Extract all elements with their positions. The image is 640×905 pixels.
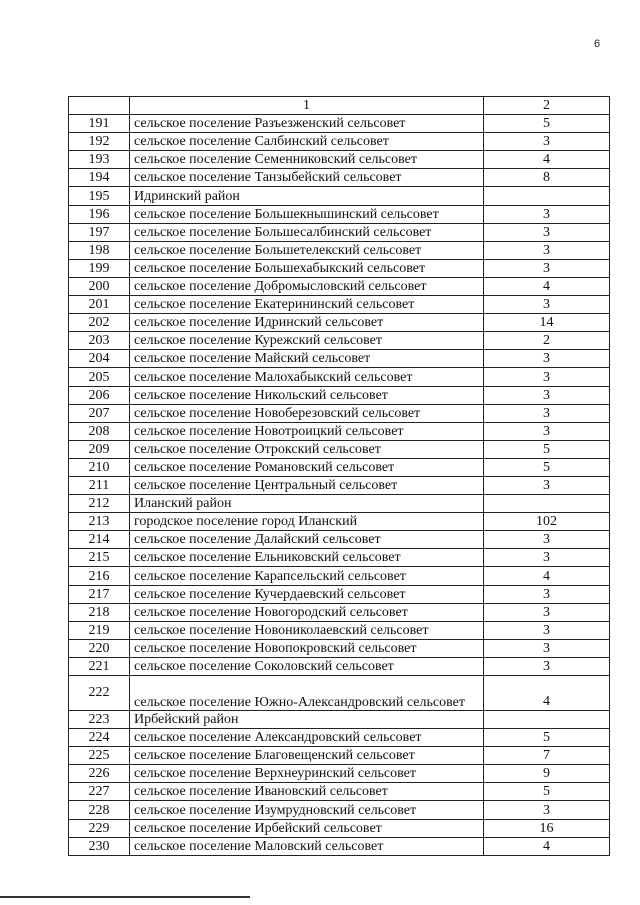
table-row: [69, 819, 610, 837]
row-number-cell: 207: [69, 404, 130, 422]
value-cell: 4: [484, 837, 610, 855]
table-row: [69, 476, 610, 494]
settlements-table: [68, 96, 610, 856]
settlement-name-cell: сельское поселение Майский сельсовет: [130, 350, 484, 368]
settlement-name-cell: сельское поселение Отрокский сельсовет: [130, 440, 484, 458]
settlement-name-cell: сельское поселение Новопокровский сельсовет: [130, 639, 484, 657]
row-number-cell: 211: [69, 476, 130, 494]
value-cell: 5: [484, 783, 610, 801]
row-number-cell: 225: [69, 747, 130, 765]
value-cell: 3: [484, 223, 610, 241]
settlement-name-cell: сельское поселение Изумрудновский сельсовет: [130, 801, 484, 819]
row-number-cell: 205: [69, 368, 130, 386]
row-number-cell: 212: [69, 495, 130, 513]
row-number-cell: 228: [69, 801, 130, 819]
settlement-name-cell: сельское поселение Новоберезовский сельсовет: [130, 404, 484, 422]
table-row: [69, 296, 610, 314]
table-row: [69, 169, 610, 187]
table-row: [69, 639, 610, 657]
row-number-cell: 195: [69, 187, 130, 205]
value-cell: 4: [484, 567, 610, 585]
table-row: [69, 729, 610, 747]
row-number-cell: 198: [69, 241, 130, 259]
value-cell: 14: [484, 314, 610, 332]
settlement-name-cell: сельское поселение Карапсельский сельсовет: [130, 567, 484, 585]
row-number-cell: 223: [69, 711, 130, 729]
row-number-cell: 216: [69, 567, 130, 585]
table-header-row: [69, 97, 610, 115]
row-number-cell: 192: [69, 133, 130, 151]
row-number-cell: 210: [69, 458, 130, 476]
settlement-name-cell: Ирбейский район: [130, 711, 484, 729]
table-row: [69, 133, 610, 151]
table-row: [69, 332, 610, 350]
settlement-name-cell: сельское поселение Благовещенский сельсовет: [130, 747, 484, 765]
row-number-cell: 199: [69, 259, 130, 277]
settlement-name-cell: сельское поселение Большехабыкский сельсовет: [130, 259, 484, 277]
table-row: [69, 621, 610, 639]
settlement-name-cell: сельское поселение Центральный сельсовет: [130, 476, 484, 494]
value-cell: 5: [484, 440, 610, 458]
settlement-name-cell: сельское поселение Александровский сельсовет: [130, 729, 484, 747]
table-row: [69, 495, 610, 513]
row-number-cell: 224: [69, 729, 130, 747]
table-row: [69, 368, 610, 386]
settlement-name-cell: сельское поселение Никольский сельсовет: [130, 386, 484, 404]
row-number-cell: 202: [69, 314, 130, 332]
value-cell: 2: [484, 332, 610, 350]
row-number-cell: 215: [69, 549, 130, 567]
value-cell: 7: [484, 747, 610, 765]
settlement-name-cell: сельское поселение Большесалбинский сельсовет: [130, 223, 484, 241]
settlement-name-cell: сельское поселение Семенниковский сельсовет: [130, 151, 484, 169]
page-number: 6: [594, 38, 601, 50]
value-cell: 3: [484, 531, 610, 549]
value-cell: 3: [484, 205, 610, 223]
value-cell: [484, 187, 610, 205]
settlement-name-cell: сельское поселение Соколовский сельсовет: [130, 657, 484, 675]
table-row: [69, 603, 610, 621]
table-row: [69, 711, 610, 729]
value-cell: 4: [484, 277, 610, 295]
settlement-name-cell: сельское поселение Курежский сельсовет: [130, 332, 484, 350]
value-cell: 5: [484, 729, 610, 747]
value-cell: 16: [484, 819, 610, 837]
value-cell: 9: [484, 765, 610, 783]
value-cell: 102: [484, 513, 610, 531]
row-number-cell: 219: [69, 621, 130, 639]
table-body: [69, 97, 610, 856]
settlement-name-cell: сельское поселение Далайский сельсовет: [130, 531, 484, 549]
value-cell: 4: [484, 151, 610, 169]
value-cell: 3: [484, 639, 610, 657]
table-row: [69, 837, 610, 855]
value-cell: 3: [484, 386, 610, 404]
value-cell: 8: [484, 169, 610, 187]
row-number-cell: 230: [69, 837, 130, 855]
table-row: [69, 657, 610, 675]
table-row: [69, 350, 610, 368]
settlement-name-cell: сельское поселение Разъезженский сельсовет: [130, 115, 484, 133]
settlement-name-cell: сельское поселение Екатерининский сельсовет: [130, 296, 484, 314]
value-cell: 4: [484, 676, 610, 711]
value-cell: 3: [484, 657, 610, 675]
value-cell: 5: [484, 458, 610, 476]
table-row: [69, 549, 610, 567]
value-cell: 3: [484, 368, 610, 386]
settlement-name-cell: Идринский район: [130, 187, 484, 205]
row-number-cell: 201: [69, 296, 130, 314]
settlement-name-cell: сельское поселение Маловский сельсовет: [130, 837, 484, 855]
value-cell: 3: [484, 585, 610, 603]
settlement-name-cell: сельское поселение Романовский сельсовет: [130, 458, 484, 476]
settlement-name-cell: сельское поселение Новониколаевский сельсовет: [130, 621, 484, 639]
row-number-cell: 218: [69, 603, 130, 621]
table-row: [69, 531, 610, 549]
table-row: [69, 422, 610, 440]
value-cell: 3: [484, 404, 610, 422]
row-number-cell: 193: [69, 151, 130, 169]
table-row: [69, 205, 610, 223]
table-row: [69, 747, 610, 765]
row-number-cell: 191: [69, 115, 130, 133]
table-row: [69, 676, 610, 711]
settlement-name-cell: сельское поселение Южно-Александровский сельсовет: [130, 676, 484, 711]
value-cell: 3: [484, 603, 610, 621]
value-cell: 3: [484, 476, 610, 494]
row-number-cell: 194: [69, 169, 130, 187]
row-number-cell: 209: [69, 440, 130, 458]
settlement-name-cell: сельское поселение Салбинский сельсовет: [130, 133, 484, 151]
table-row: [69, 765, 610, 783]
settlement-name-cell: сельское поселение Малохабыкский сельсовет: [130, 368, 484, 386]
value-cell: [484, 711, 610, 729]
footer-rule: [0, 896, 250, 898]
table-row: [69, 404, 610, 422]
value-cell: 3: [484, 133, 610, 151]
table-row: [69, 458, 610, 476]
row-number-cell: 229: [69, 819, 130, 837]
value-cell: 3: [484, 422, 610, 440]
row-number-cell: 214: [69, 531, 130, 549]
table-row: [69, 513, 610, 531]
table-row: [69, 783, 610, 801]
settlement-name-cell: сельское поселение Ирбейский сельсовет: [130, 819, 484, 837]
value-cell: 3: [484, 549, 610, 567]
value-cell: 3: [484, 259, 610, 277]
row-number-cell: 200: [69, 277, 130, 295]
header-cell-name: 1: [130, 97, 484, 115]
table-row: [69, 386, 610, 404]
row-number-cell: 203: [69, 332, 130, 350]
settlement-name-cell: сельское поселение Новогородский сельсовет: [130, 603, 484, 621]
header-cell-value: 2: [484, 97, 610, 115]
settlement-name-cell: сельское поселение Ельниковский сельсовет: [130, 549, 484, 567]
row-number-cell: 221: [69, 657, 130, 675]
value-cell: 3: [484, 621, 610, 639]
row-number-cell: 204: [69, 350, 130, 368]
row-number-cell: 206: [69, 386, 130, 404]
table-row: [69, 801, 610, 819]
settlement-name-cell: сельское поселение Идринский сельсовет: [130, 314, 484, 332]
row-number-cell: 197: [69, 223, 130, 241]
value-cell: [484, 495, 610, 513]
settlement-name-cell: сельское поселение Ивановский сельсовет: [130, 783, 484, 801]
table-row: [69, 567, 610, 585]
table-row: [69, 277, 610, 295]
settlement-name-cell: сельское поселение Кучердаевский сельсовет: [130, 585, 484, 603]
settlement-name-cell: сельское поселение Добромысловский сельсовет: [130, 277, 484, 295]
table-row: [69, 259, 610, 277]
table-row: [69, 187, 610, 205]
settlement-name-cell: городское поселение город Иланский: [130, 513, 484, 531]
table-row: [69, 151, 610, 169]
row-number-cell: 208: [69, 422, 130, 440]
row-number-cell: 226: [69, 765, 130, 783]
table-row: [69, 223, 610, 241]
settlement-name-cell: сельское поселение Танзыбейский сельсовет: [130, 169, 484, 187]
value-cell: 3: [484, 801, 610, 819]
value-cell: 3: [484, 350, 610, 368]
table-row: [69, 585, 610, 603]
row-number-cell: 217: [69, 585, 130, 603]
settlement-name-cell: сельское поселение Большекнышинский сельсовет: [130, 205, 484, 223]
settlement-name-cell: сельское поселение Верхнеуринский сельсовет: [130, 765, 484, 783]
row-number-cell: 213: [69, 513, 130, 531]
header-cell-number: [69, 97, 130, 115]
value-cell: 5: [484, 115, 610, 133]
table-row: [69, 314, 610, 332]
row-number-cell: 196: [69, 205, 130, 223]
row-number-cell: 227: [69, 783, 130, 801]
row-number-cell: 220: [69, 639, 130, 657]
settlement-name-cell: Иланский район: [130, 495, 484, 513]
settlement-name-cell: сельское поселение Большетелекский сельсовет: [130, 241, 484, 259]
table-row: [69, 115, 610, 133]
table-row: [69, 241, 610, 259]
value-cell: 3: [484, 296, 610, 314]
row-number-cell: 222: [69, 676, 130, 711]
settlement-name-cell: сельское поселение Новотроицкий сельсовет: [130, 422, 484, 440]
table-row: [69, 440, 610, 458]
value-cell: 3: [484, 241, 610, 259]
